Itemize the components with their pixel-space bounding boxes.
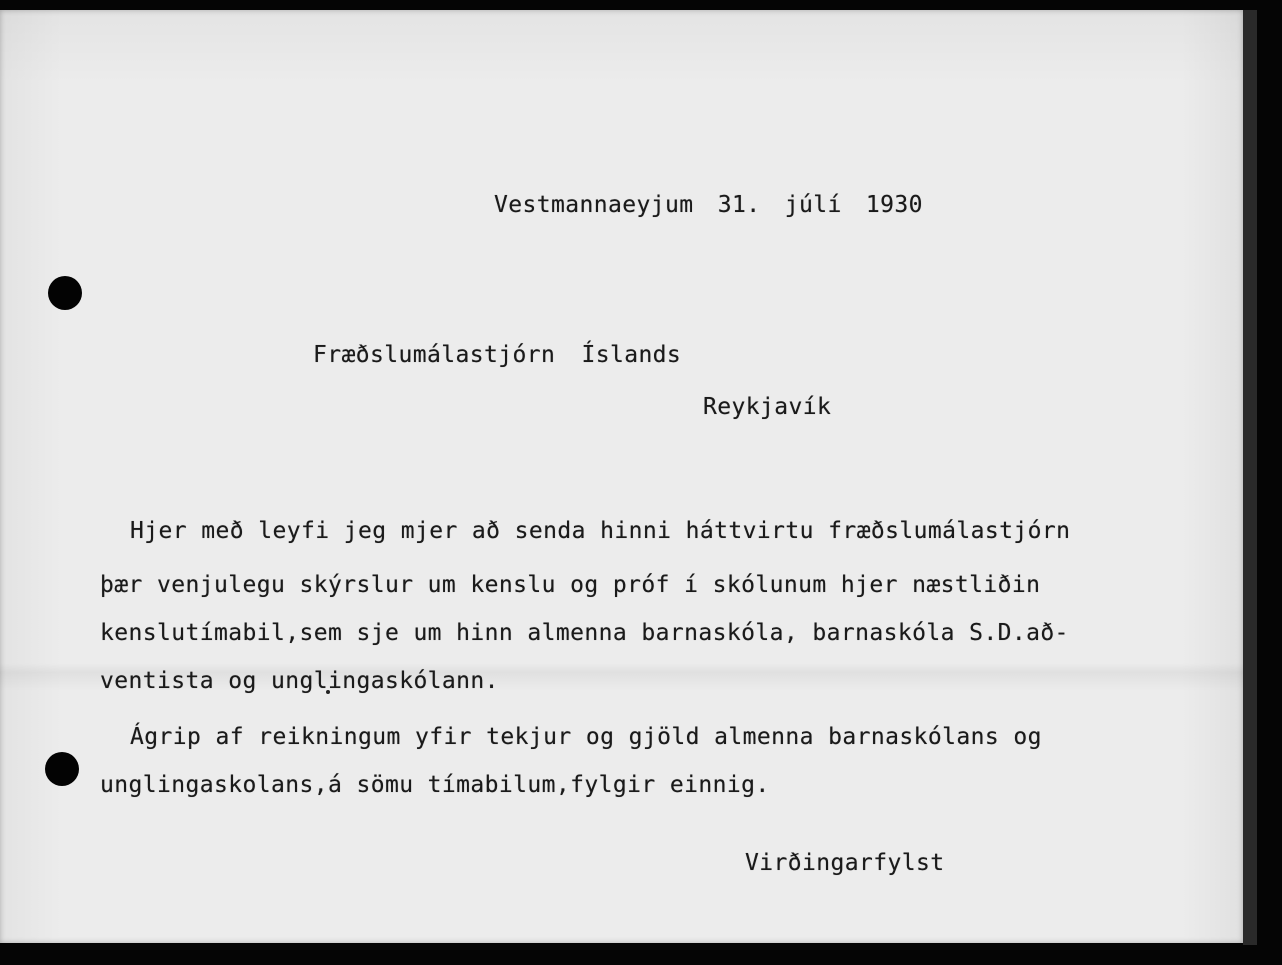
closing-salutation: Virðingarfylst bbox=[745, 850, 945, 876]
recipient-line: Fræðslumálastjórn Íslands bbox=[313, 342, 682, 368]
date-line: Vestmannaeyjum 31. júlí 1930 bbox=[494, 192, 923, 218]
recipient-city: Reykjavík bbox=[703, 394, 832, 420]
body-line: unglingaskolans,á sömu tímabilum,fylgir einnig. bbox=[100, 772, 770, 798]
punch-hole-bottom bbox=[45, 752, 79, 786]
punch-hole-top bbox=[48, 276, 82, 310]
paper-sheet bbox=[0, 10, 1243, 943]
body-line: ventista og unglingaskólann. bbox=[100, 668, 499, 694]
body-line: Hjer með leyfi jeg mjer að senda hinni háttvirtu fræðslumálastjórn bbox=[130, 518, 1071, 544]
body-line: þær venjulegu skýrslur um kenslu og próf í skólunum hjer næstliðin bbox=[100, 572, 1041, 598]
body-line: kenslutímabil,sem sje um hinn almenna barnaskóla, barnaskóla S.D.að- bbox=[100, 620, 1069, 646]
scan-border bbox=[1243, 10, 1257, 945]
body-line: Ágrip af reikningum yfir tekjur og gjöld almenna barnaskólans og bbox=[130, 724, 1042, 750]
